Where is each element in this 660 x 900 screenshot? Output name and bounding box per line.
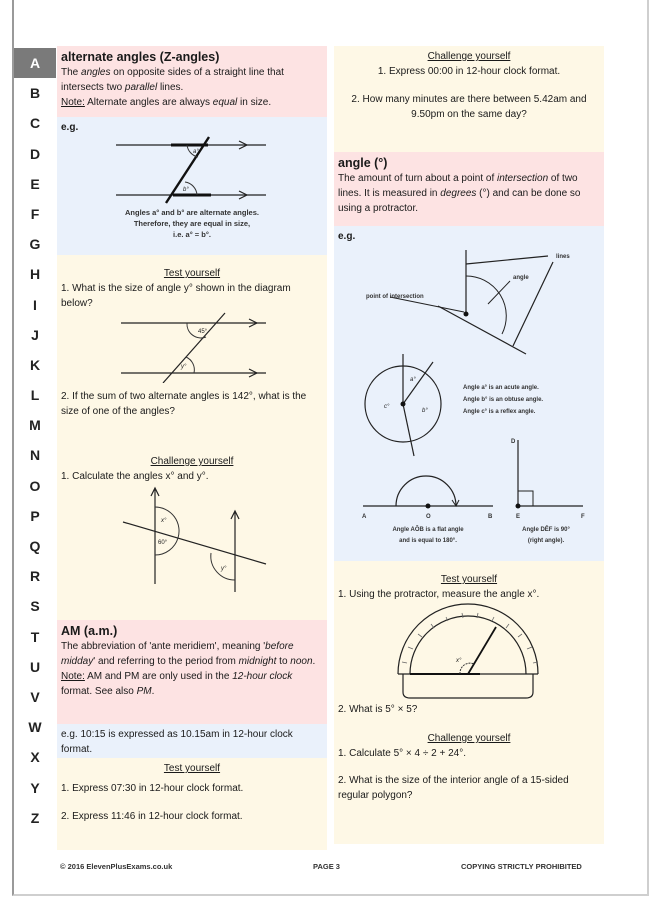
svg-text:45°: 45° <box>198 329 208 335</box>
section-heading: Test yourself <box>163 268 221 279</box>
index-letter-g[interactable]: G <box>29 236 41 253</box>
index-letter-l[interactable]: L <box>30 387 40 404</box>
question-2: 2. What is the size of the interior angle of a 15-sided regular polygon? <box>338 775 569 801</box>
question-2: 2. If the sum of two alternate angles is 142°, what is the size of one of the angles? <box>61 391 307 417</box>
svg-text:Angle DÊF is 90°: Angle DÊF is 90° <box>522 527 570 533</box>
definition-am <box>57 620 327 724</box>
index-letter-k[interactable]: K <box>29 356 41 373</box>
index-letter-q[interactable]: Q <box>29 538 41 554</box>
example-text: e.g. 10:15 is expressed as 10.15am in 12-hour clock format. <box>61 729 293 755</box>
index-letter-a[interactable]: A <box>14 48 56 78</box>
alphabet-index <box>14 48 56 833</box>
svg-text:lines: lines <box>556 254 570 260</box>
section-heading: Test yourself <box>163 763 221 774</box>
example-alternate-angles <box>57 117 327 255</box>
protractor-diagram <box>338 602 600 702</box>
footer-page-number: PAGE 3 <box>313 862 340 871</box>
question-2: 2. Express 11:46 in 12-hour clock format. <box>61 811 243 822</box>
svg-text:a°: a° <box>410 377 416 383</box>
term-title: angle (°) <box>338 156 388 170</box>
svg-text:Angle a° is an acute angle.: Angle a° is an acute angle. <box>463 385 539 391</box>
question-1: 1. Calculate 5° × 4 ÷ 2 + 24°. <box>338 748 467 759</box>
svg-text:A: A <box>362 514 367 520</box>
svg-text:E: E <box>516 514 521 520</box>
section-heading: Challenge yourself <box>427 733 511 744</box>
svg-text:b°: b° <box>422 408 428 414</box>
question-2: 2. How many minutes are there between 5.42am and 9.50pm on the same day? <box>351 94 587 120</box>
index-letter-u[interactable]: U <box>29 658 41 675</box>
question-1: 1. Express 07:30 in 12-hour clock format. <box>61 783 244 794</box>
section-heading: Test yourself <box>440 574 498 585</box>
section-heading: Challenge yourself <box>427 51 511 62</box>
note-text: Note: Alternate angles are always equal in size. <box>61 97 272 108</box>
index-letter-e[interactable]: E <box>30 175 40 192</box>
index-letter-c[interactable]: C <box>29 115 41 132</box>
note-text: Note: AM and PM are only used in the 12-hour clock format. See also PM. <box>61 671 293 697</box>
svg-text:and is equal to 180°.: and is equal to 180°. <box>399 538 457 544</box>
transversal-diagram <box>61 484 323 594</box>
definition-angle <box>334 152 604 226</box>
challenge-yourself-time <box>334 46 604 152</box>
svg-text:Angle c° is a reflex angle.: Angle c° is a reflex angle. <box>463 409 536 415</box>
index-letter-i[interactable]: I <box>33 296 37 313</box>
svg-text:O: O <box>426 514 431 520</box>
svg-text:c°: c° <box>384 404 390 410</box>
section-heading: Challenge yourself <box>150 456 234 467</box>
question-1: 1. Using the protractor, measure the angle x°. <box>338 589 540 600</box>
example-angle <box>334 226 604 561</box>
question-2: 2. What is 5° × 5? <box>338 704 418 715</box>
index-letter-m[interactable]: M <box>29 417 41 434</box>
eg-label: e.g. <box>61 122 79 133</box>
svg-text:60°: 60° <box>158 540 168 546</box>
index-letter-h[interactable]: H <box>29 266 41 283</box>
svg-text:b°: b° <box>183 187 189 193</box>
example-am <box>57 724 327 758</box>
svg-text:x°: x° <box>161 518 167 524</box>
svg-text:y°: y° <box>221 566 227 572</box>
question-1: 1. Calculate the angles x° and y°. <box>61 471 209 482</box>
index-letter-x[interactable]: X <box>30 749 40 766</box>
footer-copyright: © 2016 ElevenPlusExams.co.uk <box>60 862 173 871</box>
svg-text:y°: y° <box>181 364 187 370</box>
challenge-yourself-alternate <box>57 451 327 620</box>
svg-text:angle: angle <box>513 275 529 281</box>
eg-label: e.g. <box>338 231 356 242</box>
footer-notice: COPYING STRICTLY PROHIBITED <box>461 862 582 871</box>
svg-text:(right angle).: (right angle). <box>527 538 565 544</box>
index-letter-j[interactable]: J <box>31 326 39 343</box>
index-letter-b[interactable]: B <box>29 85 41 102</box>
index-letter-o[interactable]: O <box>29 477 41 494</box>
definition-text: The angles on opposite sides of a straight line that intersects two parallel lines. <box>61 67 284 93</box>
alternate-angle-question-diagram <box>61 311 323 383</box>
svg-text:Angle b° is an obtuse angle.: Angle b° is an obtuse angle. <box>463 397 544 403</box>
index-letter-d[interactable]: D <box>29 145 41 162</box>
question-1: 1. Express 00:00 in 12-hour clock format. <box>377 66 561 77</box>
definition-alternate-angles <box>57 46 327 117</box>
svg-text:D: D <box>511 439 516 445</box>
index-letter-y[interactable]: Y <box>30 779 40 796</box>
index-letter-z[interactable]: Z <box>30 809 40 826</box>
index-letter-p[interactable]: P <box>30 507 40 524</box>
diagram-caption: Angles a° and b° are alternate angles. Therefore, they are equal in size, i.e. a° = b°. <box>125 208 259 239</box>
svg-text:point of intersection: point of intersection <box>366 294 424 300</box>
index-letter-v[interactable]: V <box>30 688 40 705</box>
svg-text:a°: a° <box>193 149 199 155</box>
question-1: 1. What is the size of angle y° shown in the diagram below? <box>61 283 291 309</box>
term-title: alternate angles (Z-angles) <box>61 50 220 64</box>
definition-text: The amount of turn about a point of intersection of two lines. It is measured in degrees (°) and can be done so using a protractor. <box>338 173 581 214</box>
term-title: AM (a.m.) <box>61 624 118 638</box>
svg-text:F: F <box>581 514 585 520</box>
index-letter-s[interactable]: S <box>30 598 40 615</box>
index-letter-r[interactable]: R <box>29 568 41 585</box>
test-yourself-am <box>57 758 327 850</box>
index-letter-t[interactable]: T <box>30 628 40 645</box>
definition-text: The abbreviation of 'ante meridiem', meaning 'before midday' and referring to the period from midnight to noon. <box>61 641 316 667</box>
svg-text:Angle AÔB is a flat angle: Angle AÔB is a flat angle <box>392 527 464 533</box>
test-yourself-alternate <box>57 255 327 451</box>
svg-text:B: B <box>488 514 493 520</box>
index-letter-w[interactable]: W <box>28 719 42 736</box>
angle-diagrams <box>338 244 600 554</box>
svg-text:x°: x° <box>456 658 462 664</box>
index-letter-f[interactable]: F <box>30 205 40 222</box>
test-and-challenge-angle <box>334 561 604 844</box>
z-angle-diagram <box>61 135 323 207</box>
index-letter-n[interactable]: N <box>29 447 41 464</box>
